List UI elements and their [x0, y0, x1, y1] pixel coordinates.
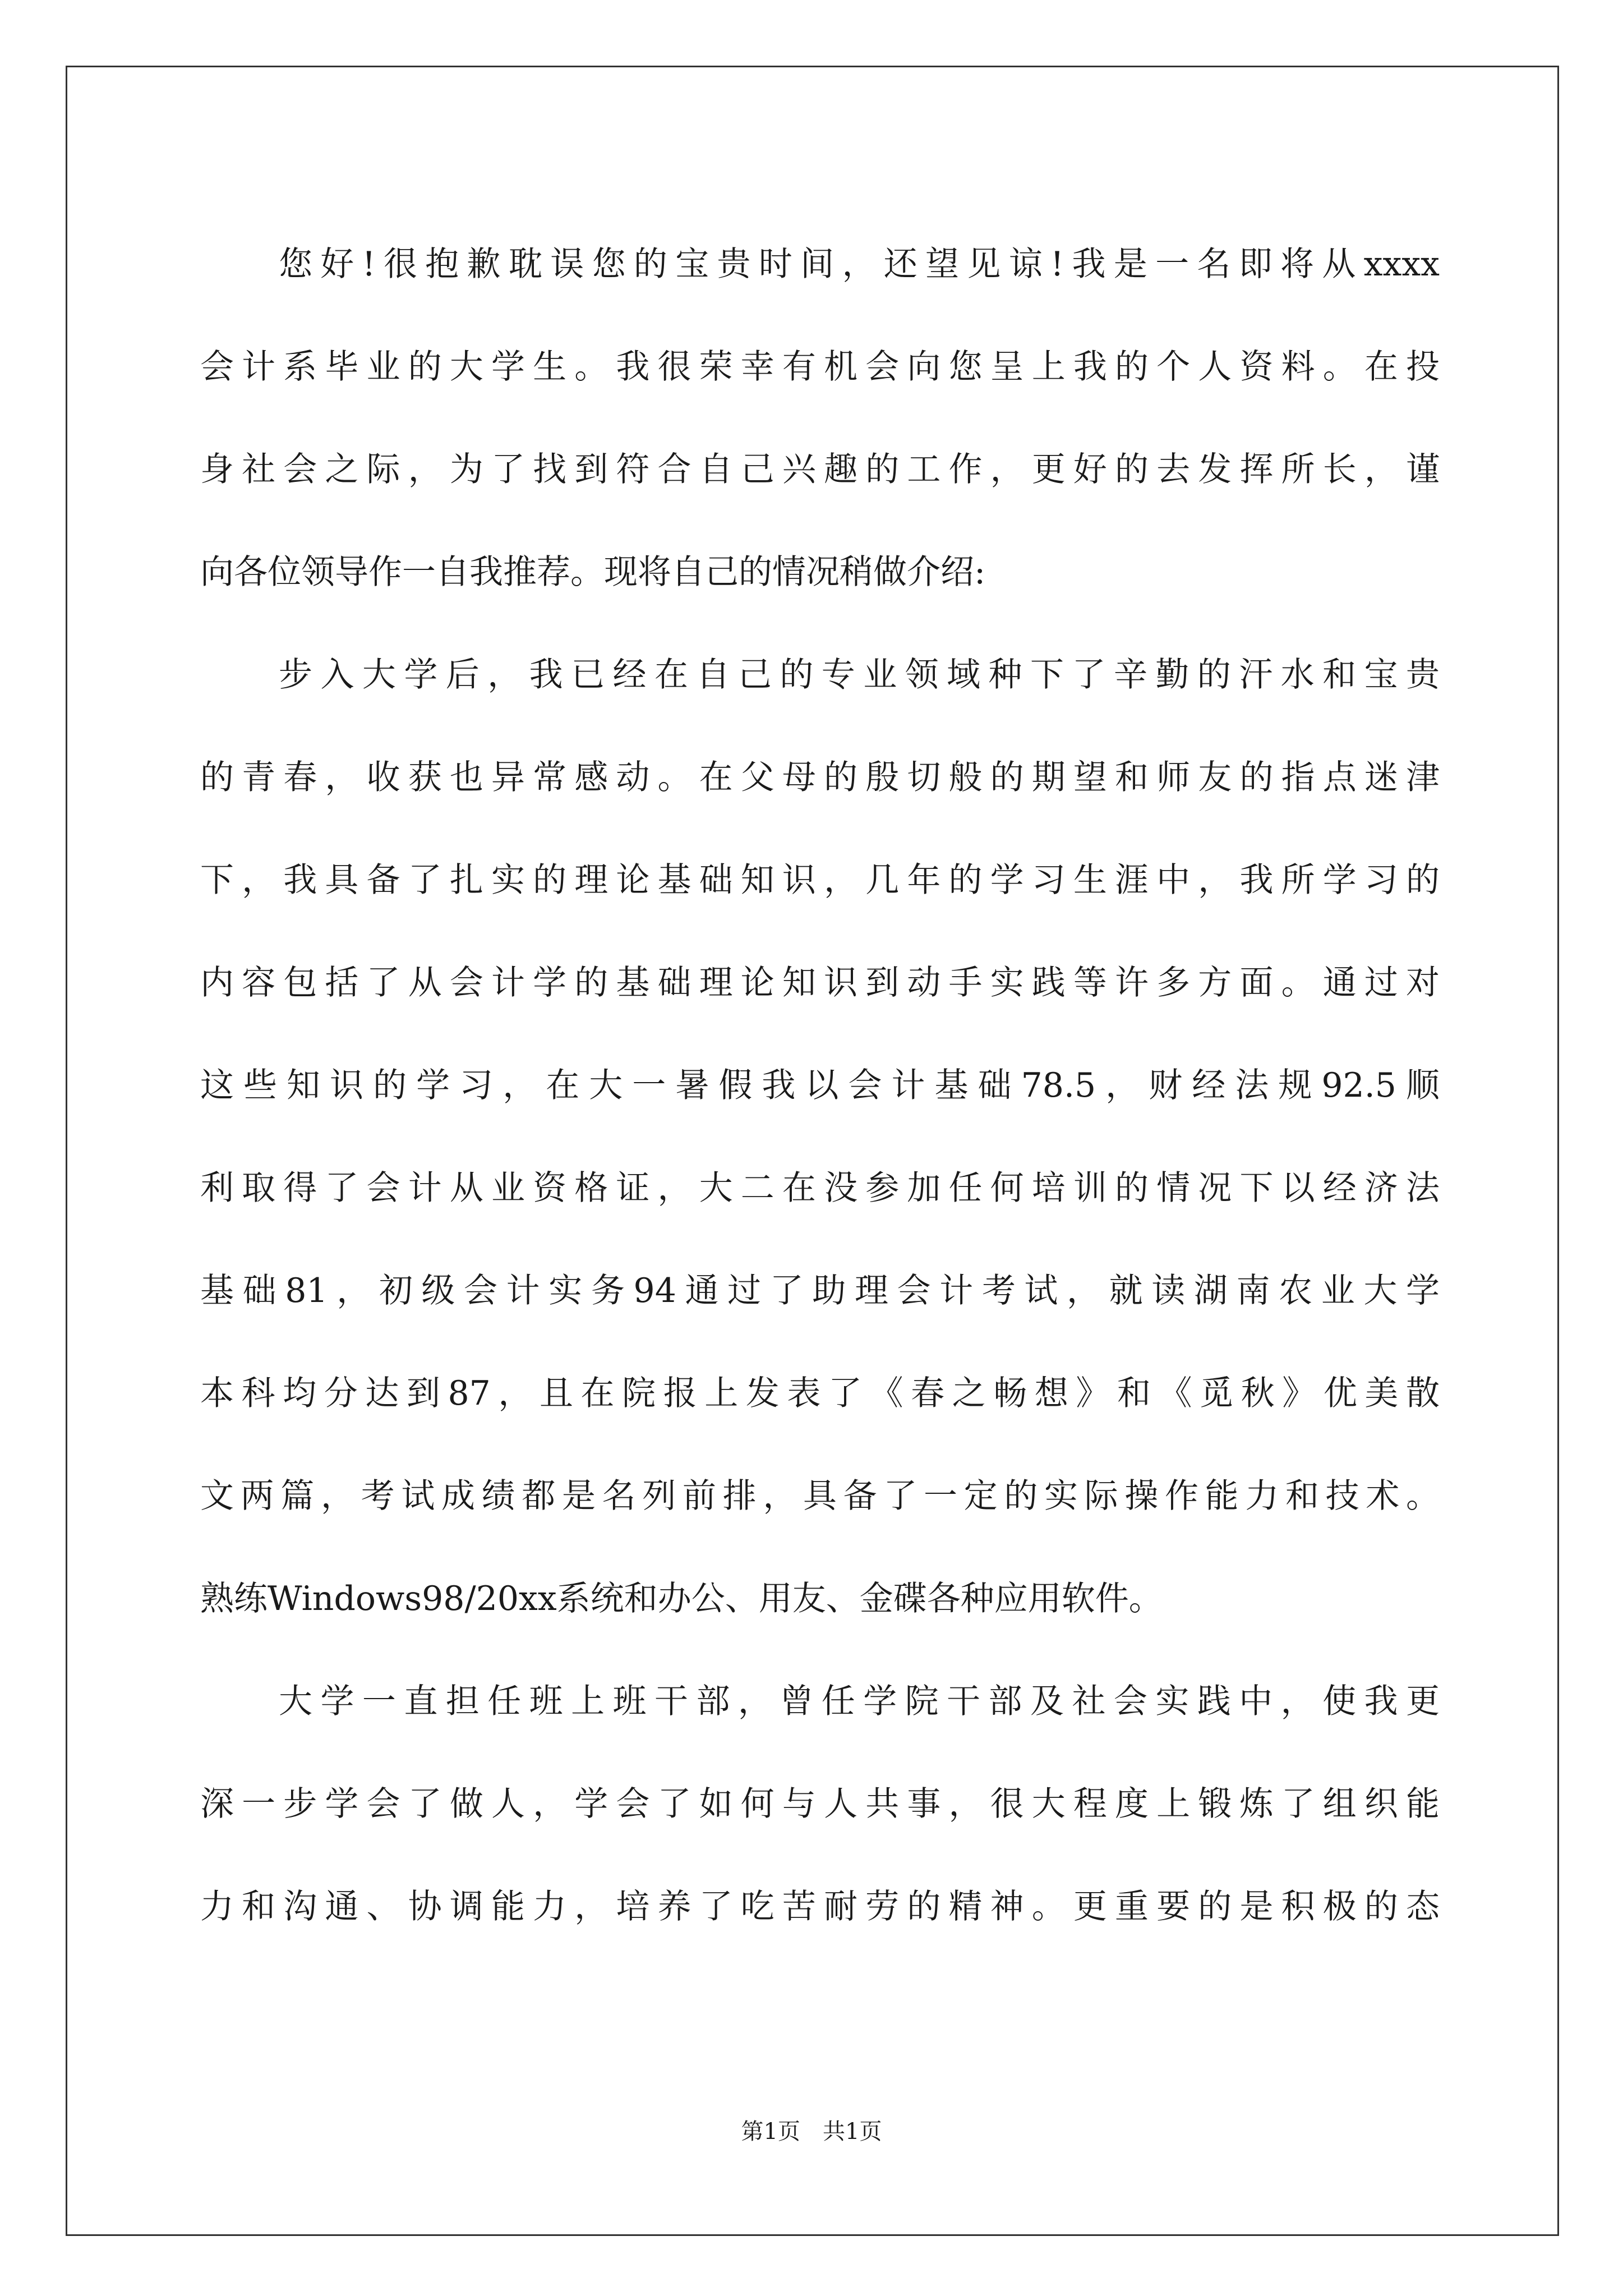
- text-line: 向各位领导作一自我推荐。现将自己的情况稍做介绍:: [200, 553, 986, 592]
- text-line: 基础81，初级会计实务94通过了助理会计考试，就读湖南农业大学: [200, 1271, 1440, 1310]
- text-line: 下，我具备了扎实的理论基础知识，几年的学习生涯中，我所学习的: [200, 861, 1440, 900]
- text-line: 力和沟通、协调能力，培养了吃苦耐劳的精神。更重要的是积极的态: [200, 1887, 1440, 1926]
- text-line: 身社会之际，为了找到符合自己兴趣的工作，更好的去发挥所长，谨: [200, 450, 1440, 489]
- letter-body: [200, 213, 1440, 1958]
- page-total: 共1页: [823, 2119, 882, 2145]
- text-line: 深一步学会了做人，学会了如何与人共事，很大程度上锻炼了组织能: [200, 1784, 1440, 1824]
- text-line: 会计系毕业的大学生。我很荣幸有机会向您呈上我的个人资料。在投: [200, 347, 1440, 386]
- page-footer: [0, 2114, 1623, 2146]
- text-line: 大学一直担任班上班干部，曾任学院干部及社会实践中，使我更: [279, 1682, 1440, 1721]
- text-line: 步入大学后，我已经在自己的专业领域种下了辛勤的汗水和宝贵: [279, 655, 1440, 694]
- text-line: 的青春，收获也异常感动。在父母的殷切般的期望和师友的指点迷津: [200, 758, 1440, 797]
- page-number: 第1页: [741, 2119, 800, 2145]
- text-line: 熟练Windows98/20xx系统和办公、用友、金碟各种应用软件。: [200, 1579, 1163, 1618]
- text-line: 内容包括了从会计学的基础理论知识到动手实践等许多方面。通过对: [200, 963, 1440, 1002]
- text-line: 本科均分达到87，且在院报上发表了《春之畅想》和《觅秋》优美散: [200, 1374, 1440, 1413]
- text-line: 这些知识的学习，在大一暑假我以会计基础78.5，财经法规92.5顺: [200, 1066, 1440, 1105]
- text-line: 文两篇，考试成绩都是名列前排，具备了一定的实际操作能力和技术。: [200, 1476, 1440, 1516]
- text-line: 您好!很抱歉耽误您的宝贵时间，还望见谅!我是一名即将从xxxx: [279, 245, 1440, 284]
- text-line: 利取得了会计从业资格证，大二在没参加任何培训的情况下以经济法: [200, 1168, 1440, 1208]
